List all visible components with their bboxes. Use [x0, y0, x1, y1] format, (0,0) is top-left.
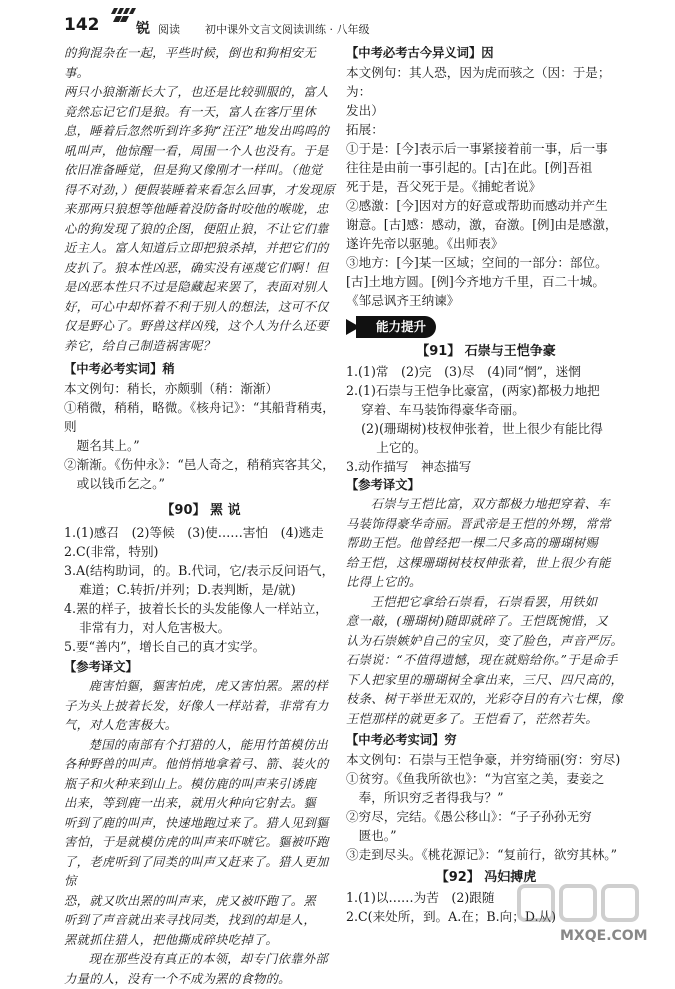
text-line: 死于是，吾父死于是。《捕蛇者说》	[346, 177, 626, 196]
text-line: 力量的人，没有一个不成为罴的食物的。	[64, 970, 338, 989]
section-tag-gujin: 【中考必考古今异义词】因	[346, 44, 626, 63]
section-tag-reference: 【参考译文】	[346, 476, 626, 495]
section-tag-reference: 【参考译文】	[64, 658, 338, 677]
bear-translation	[64, 677, 338, 989]
left-column	[64, 44, 338, 989]
answer-line: 非常有力，对人危害极大。	[64, 618, 338, 637]
wolf-translation	[64, 44, 338, 356]
text-line: 听到了声音就出来寻找同类，找到的却是人，	[64, 911, 338, 931]
watermark-text: MXQE.COM	[560, 928, 648, 944]
text-line: 马装饰得豪华奇丽。晋武帝是王恺的外甥，常常	[346, 515, 626, 535]
text-line: 来那两只狼想等他睡着没防备时咬他的喉咙，忠	[64, 200, 338, 220]
answer-line: 1.(1)以……为苦 (2)跟随	[346, 888, 626, 907]
text-line: 给王恺，这棵珊瑚树枝杈伸张着，世上很少有能	[346, 554, 626, 574]
text-line: ③地方：[今]某一区域；空间的一部分：部位。	[346, 253, 626, 272]
text-line: 得不对劲，）便假装睡着来看怎么回事，才发现原	[64, 181, 338, 201]
text-line: 拓展：	[346, 120, 626, 139]
book-title: 初中课外文言文阅读训练 · 八年级	[205, 21, 370, 37]
text-line: 瓶子和火种来到山上。模仿鹿的叫声来引诱鹿	[64, 775, 338, 795]
page-number: 142	[64, 15, 100, 35]
text-line: 石崇与王恺比富，双方都极力地把穿着、车	[346, 495, 626, 515]
answer-line: 5.要“善内”，增长自己的真才实学。	[64, 637, 338, 656]
text-line: 了，老虎听到了同类的叫声又赶来了。猎人更加惊	[64, 853, 338, 892]
text-line: 现在那些没有真正的本领，却专门依靠外部	[64, 950, 338, 970]
text-line: 出来，等到鹿一出来，就用火种向它射去。貙	[64, 794, 338, 814]
text-line: 楚国的南部有个打猎的人，能用竹笛模仿出	[64, 736, 338, 756]
section-tag-shici: 【中考必考实词】稍	[64, 360, 338, 379]
text-line: 奉，所识穷乏者得我与？”	[346, 788, 626, 807]
text-line: 仅是野心了。野兽这样凶残，这个人为什么还要	[64, 317, 338, 337]
text-line: 谢意。[古]感：感动，激，奋激。[例]由是感激，	[346, 215, 626, 234]
text-line: 《邹忌讽齐王纳谏》	[346, 291, 626, 310]
text-line: 罴就抓住猎人，把他撕成碎块吃掉了。	[64, 931, 338, 951]
answer-line: 4.罴的样子，披着长长的头发能像人一样站立，	[64, 599, 338, 618]
answer-line: 上它的。	[346, 438, 626, 457]
text-line: 意一敲，(珊瑚树)随即就碎了。王恺既惋惜，又	[346, 612, 626, 632]
answer-line: 2.C(来处所，到。A.在；B.向；D.从)	[346, 907, 626, 926]
section-tag-shici: 【中考必考实词】穷	[346, 731, 626, 750]
right-column	[346, 44, 626, 926]
coral-translation	[346, 495, 626, 729]
answer-line: 1.(1)感召 (2)等候 (3)使……害怕 (4)逃走	[64, 523, 338, 542]
text-line: 养它，给自己制造祸害呢？	[64, 337, 338, 357]
text-line: 竟然忘记它们是狼。有一天，富人在客厅里休	[64, 103, 338, 123]
text-line: 好，可心中却怀着不利于别人的想法，这可不仅	[64, 298, 338, 318]
text-line: 鹿害怕貙，貙害怕虎，虎又害怕罴。罴的样	[64, 677, 338, 697]
text-line: 发出）	[346, 101, 626, 120]
text-line: 王恺那样的就更多了。王恺看了，茫然若失。	[346, 710, 626, 730]
text-line: 息，睡着后忽然听到许多狗“汪汪”地发出呜呜的	[64, 122, 338, 142]
text-line: ②穷尽，完结。《愚公移山》：“子子孙孙无穷	[346, 807, 626, 826]
text-line: ②感激：[今]因对方的好意或帮助而感动并产生	[346, 196, 626, 215]
text-line: 本文例句：石崇与王恺争豪，并穷绮丽(穷：穷尽)	[346, 750, 626, 769]
text-line: 认为石崇嫉妒自己的宝贝，变了脸色，声音严厉。	[346, 632, 626, 652]
text-line: 各种野兽的叫声。他悄悄地拿着弓、箭、装火的	[64, 755, 338, 775]
text-line: 的狗混杂在一起，平些时候，倒也和狗相安无事。	[64, 44, 338, 83]
text-line: 石崇说：“不值得遗憾，现在就赔给你。”于是命手	[346, 651, 626, 671]
text-line: [古]土地方圆。[例]今齐地方千里，百二十城。	[346, 272, 626, 291]
text-line: 往往是由前一事引起的。[古]在此。[例]吾祖	[346, 158, 626, 177]
text-line: 恐，就又吹出罴的叫声来，虎又被吓跑了。罴	[64, 892, 338, 912]
text-line: 是凶恶本性只不过是隐藏起来罢了，表面对别人	[64, 278, 338, 298]
text-line: 或以钱币乞之。”	[64, 474, 338, 493]
answer-line: 穿着、车马装饰得豪华奇丽。	[346, 400, 626, 419]
text-line: 匮也。”	[346, 826, 626, 845]
text-line: 心的狗发现了狼的企图，便阻止狼，不让它们靠	[64, 220, 338, 240]
text-line: 近主人。富人知道后立即把狼杀掉，并把它们的	[64, 239, 338, 259]
text-line: 枝条、树干举世无双的，光彩夺目的有六七棵，像	[346, 690, 626, 710]
text-line: 害怕，于是就模仿虎的叫声来吓唬它。貙被吓跑	[64, 833, 338, 853]
section-title-92: 【92】 冯妇搏虎	[346, 868, 626, 888]
ability-banner	[346, 316, 626, 338]
section-title-91: 【91】 石崇与王恺争豪	[346, 342, 626, 362]
text-line: 题名其上。”	[64, 436, 338, 455]
text-line: 遂许先帝以驱驰。《出师表》	[346, 234, 626, 253]
text-line: 帮助王恺。他曾经把一棵二尺多高的珊瑚树赐	[346, 534, 626, 554]
text-line: 气，对人危害极大。	[64, 716, 338, 736]
text-line: 子为头上披着长发，好像人一样站着，非常有力	[64, 697, 338, 717]
text-line: 本文例句：稍长，亦颇驯（稍：渐渐）	[64, 379, 338, 398]
answer-line: 1.(1)常 (2)完 (3)尽 (4)同“惘”，迷惘	[346, 362, 626, 381]
text-line: ①稍微，稍稍，略微。《核舟记》：“其船背稍夷，则	[64, 398, 338, 436]
text-line: ②渐渐。《伤仲永》：“邑人奇之，稍稍宾客其父，	[64, 455, 338, 474]
text-line: 下人把家里的珊瑚树全拿出来，三尺、四尺高的，	[346, 671, 626, 691]
text-line: ①于是：[今]表示后一事紧接着前一事，后一事	[346, 139, 626, 158]
text-line: 比得上它的。	[346, 573, 626, 593]
text-line: 听到了鹿的叫声，快速地跑过来了。猎人见到貙	[64, 814, 338, 834]
answer-line: 2.C(非常，特别)	[64, 542, 338, 561]
brand-logo-icon	[110, 6, 136, 36]
answer-line: 2.(1)石崇与王恺争比豪富，(两家)都极力地把	[346, 381, 626, 400]
brand-sub: 阅读	[158, 21, 180, 37]
text-line: 皮扒了。狼本性凶恶，确实没有诬蔑它们啊！但	[64, 259, 338, 279]
section-title-90: 【90】 罴 说	[64, 501, 338, 521]
brand-name: 锐	[136, 18, 150, 38]
text-line: 依旧准备睡觉，但是狗又像刚才一样叫。（他觉	[64, 161, 338, 181]
text-line: 本文例句：其人恐，因为虎而骇之（因：于是；为：	[346, 63, 626, 101]
text-line: ③走到尽头。《桃花源记》：“复前行，欲穷其林。”	[346, 845, 626, 864]
ability-label: 能力提升	[356, 316, 436, 338]
answer-line: 3.A(结构助词，的。B.代词，它/表示反问语气，	[64, 561, 338, 580]
text-line: 吼叫声，他惊醒一看，周围一个人也没有。于是	[64, 142, 338, 162]
answer-line: 3.动作描写 神态描写	[346, 457, 626, 476]
answer-line: 难道；C.转折/并列；D.表判断，是/就)	[64, 580, 338, 599]
text-line: ①贫穷。《鱼我所欲也》：“为宫室之美，妻妾之	[346, 769, 626, 788]
text-line: 王恺把它拿给石崇看，石崇看罢，用铁如	[346, 593, 626, 613]
answer-line: (2)(珊瑚树)枝杈伸张着，世上很少有能比得	[346, 419, 626, 438]
page-header	[0, 0, 675, 44]
text-line: 两只小狼渐渐长大了，也还是比较驯服的，富人	[64, 83, 338, 103]
